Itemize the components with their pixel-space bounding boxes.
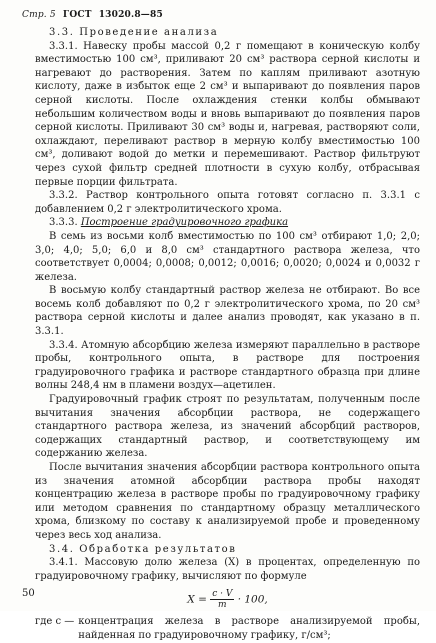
paragraph-subtraction: После вычитания значения абсорбции раствора контрольного опыта из значения атомной абсорбции раствора пробы находят концентрацию железа в растворе пробы по градуировочному графику или методом сравнения по стандартному образцу металлического хрома, близкому по составу к анализируемой пробе и проведенному через весь ход анализа. xyxy=(35,462,420,541)
page-number: 50 xyxy=(22,588,35,599)
formula-denominator: m xyxy=(218,600,227,611)
formula-numerator: c · V xyxy=(212,589,233,600)
variable-description: концентрация железа в растворе анализируемой пробы, найденная по градуировочному графику, г/см³; xyxy=(78,616,420,641)
paragraph-3-3-2: 3.3.2. Раствор контрольного опыта готовят согласно п. 3.3.1 с добавлением 0,2 г электролитического хрома. xyxy=(35,190,420,215)
paragraph-sample-flasks: В семь из восьми колб вместимостью по 100 см³ отбирают 1,0; 2,0; 3,0; 4,0; 5,0; 6,0 и 8,0 см³ стандартного раствора железа, что соответствует 0,0004; 0,0008; 0,0012; 0,0016; 0,0020; 0,0024 и 0,0032 г железа. xyxy=(35,230,420,283)
page-label: Стр. 5 xyxy=(22,10,56,20)
subsection-title: Построение градуировочного графика xyxy=(80,217,289,229)
paragraph-calibration: Градуировочный график строят по результатам, полученным после вычитания значения абсорбции раствора, не содержащего стандартного раствора железа, из значений абсорбций растворов, содержащих стандартный раствор, и соответствующему им содержанию железа. xyxy=(35,394,420,460)
page-header xyxy=(22,10,163,20)
section-heading-3-3: 3.3. Проведение анализа xyxy=(49,27,219,38)
standard-label: ГОСТ xyxy=(62,10,92,20)
standard-number: 13020.8—85 xyxy=(98,10,163,20)
paragraph-3-3-3 xyxy=(35,216,420,230)
variable-definition xyxy=(35,615,420,642)
formula-fraction xyxy=(210,589,234,610)
document-body xyxy=(35,26,420,643)
paragraph-eighth-flask: В восьмую колбу стандартный раствор железа не отбирают. Во все восемь колб добавляют по 0,2 г электролитического хрома, по 20 см³ раствора серной кислоты и далее анализ проводят, как указано в п. 3.3.1. xyxy=(35,285,420,338)
formula-rhs: · 100, xyxy=(237,593,268,606)
paragraph-3-4-1: 3.4.1. Массовую долю железа (X) в процентах, определенную по градуировочному графику, вычисляют по формуле xyxy=(35,557,420,582)
section-heading-3-4: 3.4. Обработка результатов xyxy=(49,543,237,555)
formula-lhs: X = xyxy=(187,593,207,606)
paragraph-3-3-1: 3.3.1. Навеску пробы массой 0,2 г помещают в коническую колбу вместимостью 100 см³, приливают 20 см³ раствора серной кислоты и нагревают до растворения. Затем по каплям приливают азотную кислоту, даже в избыток еще 2 см³ и выпаривают до появления паров серной кислоты. После охлаждения стенки колбы обмывают небольшим количеством воды и вновь выпаривают до появления паров серной кислоты. Приливают 30 см³ воды и, нагревая, растворяют соли, охлаждают, переливают раствор в мерную колбу вместимостью 100 см³, доливают водой до метки и перемешивают. Раствор фильтруют через сухой фильтр средней плотности в сухую колбу, отбрасывая первые порции фильтрата. xyxy=(35,40,420,188)
formula xyxy=(35,589,420,610)
paragraph-3-3-4: 3.3.4. Атомную абсорбцию железа измеряют параллельно в растворе пробы, контрольного опыта, в растворе для построения градуировочного графика и растворе стандартного образца при длине волны 248,4 нм в пламени воздух—ацетилен. xyxy=(35,339,420,392)
paragraph-number: 3.3.3. xyxy=(49,217,78,229)
variable-label: где c — xyxy=(35,616,75,628)
